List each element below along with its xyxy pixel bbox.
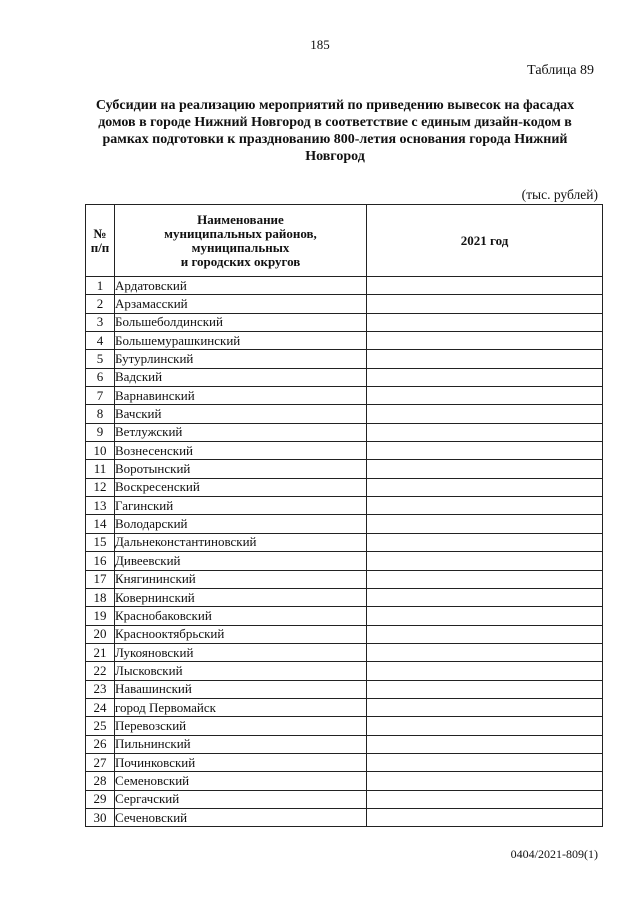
table-row <box>86 442 603 460</box>
municipality-name: Варнавинский <box>115 387 367 405</box>
year-value <box>367 387 603 405</box>
row-number: 24 <box>86 698 115 716</box>
header-name <box>115 205 367 277</box>
municipality-name: Краснооктябрьский <box>115 625 367 643</box>
row-number: 23 <box>86 680 115 698</box>
row-number: 22 <box>86 662 115 680</box>
table-row <box>86 735 603 753</box>
table-row <box>86 387 603 405</box>
municipality-name: Володарский <box>115 515 367 533</box>
municipality-name: Дальнеконстантиновский <box>115 533 367 551</box>
year-value <box>367 790 603 808</box>
municipality-name: Большемурашкинский <box>115 332 367 350</box>
row-number: 19 <box>86 607 115 625</box>
table-row <box>86 295 603 313</box>
row-number: 6 <box>86 368 115 386</box>
table-row <box>86 478 603 496</box>
row-number: 28 <box>86 772 115 790</box>
year-value <box>367 515 603 533</box>
document-title: Субсидии на реализацию мероприятий по приведению вывесок на фасадах домов в городе Нижний Новгород в соответствие с единым дизайн-кодом в рамках подготовки к празднованию 800-летия основания города Нижний Новгород <box>95 98 575 164</box>
row-number: 10 <box>86 442 115 460</box>
row-number: 25 <box>86 717 115 735</box>
header-number-line: № <box>93 225 107 241</box>
municipality-name: Пильнинский <box>115 735 367 753</box>
year-value <box>367 570 603 588</box>
table-row <box>86 698 603 716</box>
municipality-name: Вознесенский <box>115 442 367 460</box>
year-value <box>367 772 603 790</box>
table-row <box>86 405 603 423</box>
year-value <box>367 625 603 643</box>
municipality-name: Лысковский <box>115 662 367 680</box>
municipality-name: Починковский <box>115 753 367 771</box>
year-value <box>367 680 603 698</box>
row-number: 9 <box>86 423 115 441</box>
municipality-name: Княгининский <box>115 570 367 588</box>
row-number: 30 <box>86 808 115 826</box>
footer-code: 0404/2021-809(1) <box>510 847 598 861</box>
table-row <box>86 588 603 606</box>
year-value <box>367 698 603 716</box>
table-row <box>86 680 603 698</box>
table-label: Таблица 89 <box>527 63 594 78</box>
year-value <box>367 533 603 551</box>
municipality-name: Дивеевский <box>115 552 367 570</box>
row-number: 2 <box>86 295 115 313</box>
table-row <box>86 423 603 441</box>
row-number: 18 <box>86 588 115 606</box>
year-value <box>367 442 603 460</box>
year-value <box>367 350 603 368</box>
table-row <box>86 772 603 790</box>
municipality-name: Ардатовский <box>115 277 367 295</box>
municipality-name: Краснобаковский <box>115 607 367 625</box>
row-number: 11 <box>86 460 115 478</box>
page-number: 185 <box>310 37 330 52</box>
table-row <box>86 643 603 661</box>
municipality-name: Лукояновский <box>115 643 367 661</box>
municipality-name: Сергачский <box>115 790 367 808</box>
municipality-name: Арзамасский <box>115 295 367 313</box>
table-row <box>86 607 603 625</box>
year-value <box>367 368 603 386</box>
table-row <box>86 717 603 735</box>
row-number: 26 <box>86 735 115 753</box>
row-number: 20 <box>86 625 115 643</box>
header-number <box>86 205 115 277</box>
table-row <box>86 625 603 643</box>
year-value <box>367 588 603 606</box>
municipality-name: Бутурлинский <box>115 350 367 368</box>
municipality-name: Ковернинский <box>115 588 367 606</box>
table-row <box>86 808 603 826</box>
header-name-line: Наименование <box>197 211 284 227</box>
header-name-line: муниципальных районов, <box>164 225 317 241</box>
table-body <box>86 277 603 827</box>
municipality-name: Вадский <box>115 368 367 386</box>
header-name-line: муниципальных <box>191 239 290 255</box>
municipality-name: Навашинский <box>115 680 367 698</box>
table-row <box>86 460 603 478</box>
table-row <box>86 350 603 368</box>
table-row <box>86 313 603 331</box>
year-value <box>367 753 603 771</box>
row-number: 7 <box>86 387 115 405</box>
year-value <box>367 717 603 735</box>
year-value <box>367 735 603 753</box>
municipality-name: Большеболдинский <box>115 313 367 331</box>
municipality-name: Воскресенский <box>115 478 367 496</box>
year-value <box>367 332 603 350</box>
table-row <box>86 533 603 551</box>
row-number: 12 <box>86 478 115 496</box>
row-number: 8 <box>86 405 115 423</box>
municipality-name: город Первомайск <box>115 698 367 716</box>
row-number: 29 <box>86 790 115 808</box>
year-value <box>367 552 603 570</box>
table-row <box>86 332 603 350</box>
subsidy-table <box>85 204 603 827</box>
row-number: 14 <box>86 515 115 533</box>
year-value <box>367 405 603 423</box>
row-number: 3 <box>86 313 115 331</box>
year-value <box>367 497 603 515</box>
table-row <box>86 497 603 515</box>
row-number: 27 <box>86 753 115 771</box>
row-number: 13 <box>86 497 115 515</box>
table-row <box>86 790 603 808</box>
year-value <box>367 295 603 313</box>
year-value <box>367 277 603 295</box>
year-value <box>367 808 603 826</box>
table-row <box>86 662 603 680</box>
municipality-name: Воротынский <box>115 460 367 478</box>
year-value <box>367 643 603 661</box>
municipality-name: Гагинский <box>115 497 367 515</box>
row-number: 5 <box>86 350 115 368</box>
year-value <box>367 478 603 496</box>
row-number: 16 <box>86 552 115 570</box>
row-number: 15 <box>86 533 115 551</box>
header-name-line: и городских округов <box>180 253 301 269</box>
row-number: 17 <box>86 570 115 588</box>
header-year: 2021 год <box>367 205 603 277</box>
units-label: (тыс. рублей) <box>521 187 598 202</box>
table-header-row <box>86 205 603 277</box>
row-number: 21 <box>86 643 115 661</box>
year-value <box>367 423 603 441</box>
year-value <box>367 460 603 478</box>
municipality-name: Семеновский <box>115 772 367 790</box>
row-number: 1 <box>86 277 115 295</box>
year-value <box>367 662 603 680</box>
year-value <box>367 313 603 331</box>
table-row <box>86 552 603 570</box>
municipality-name: Ветлужский <box>115 423 367 441</box>
table-row <box>86 515 603 533</box>
table-row <box>86 368 603 386</box>
municipality-name: Сеченовский <box>115 808 367 826</box>
header-number-line: п/п <box>90 239 110 255</box>
table-row <box>86 570 603 588</box>
year-value <box>367 607 603 625</box>
municipality-name: Перевозский <box>115 717 367 735</box>
table-row <box>86 753 603 771</box>
row-number: 4 <box>86 332 115 350</box>
table-row <box>86 277 603 295</box>
municipality-name: Вачский <box>115 405 367 423</box>
